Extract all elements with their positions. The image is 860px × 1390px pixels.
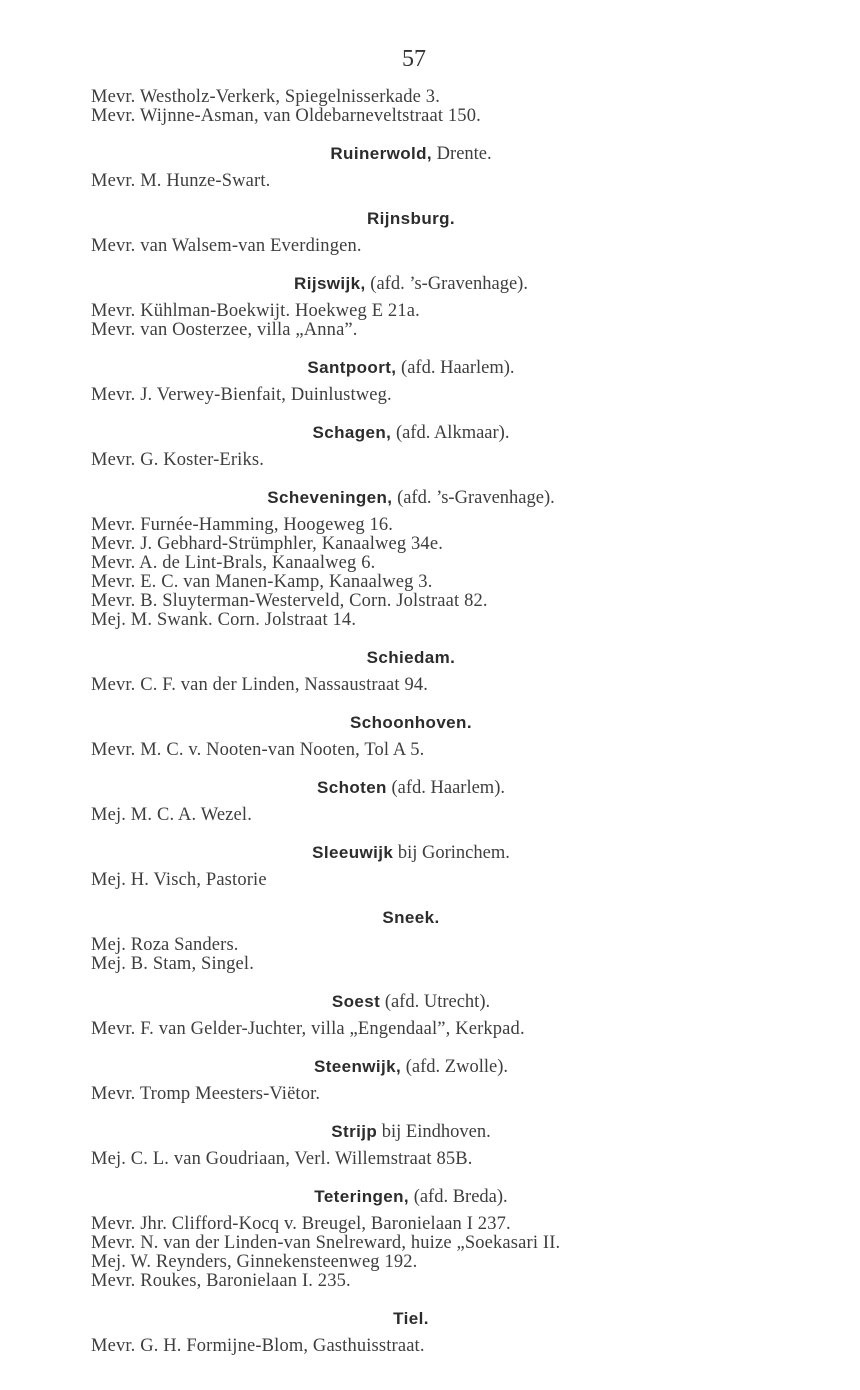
place-name: Schagen, (312, 423, 392, 442)
list-entry: Mevr. F. van Gelder-Juchter, villa „Engendaal”, Kerkpad. (91, 1019, 525, 1039)
section-santpoort (91, 358, 791, 405)
section-heading (91, 358, 731, 378)
list-entry: Mej. M. Swank. Corn. Jolstraat 14. (91, 610, 357, 630)
list-entry: Mevr. G. Koster-Eriks. (91, 450, 264, 470)
list-entry: Mevr. M. C. v. Nooten-van Nooten, Tol A 5. (91, 740, 425, 760)
section-rijnsburg (91, 209, 791, 256)
place-detail: Drente. (432, 144, 492, 164)
section-heading (91, 843, 731, 863)
list-entry: Mevr. N. van der Linden-van Snelreward, huize „Soekasari II. (91, 1233, 561, 1253)
list-entry: Mevr. E. C. van Manen-Kamp, Kanaalweg 3. (91, 572, 433, 592)
page-number: 57 (402, 46, 426, 72)
place-name: Schoten (316, 778, 387, 797)
list-entry: Mevr. Roukes, Baronielaan I. 235. (91, 1271, 351, 1291)
section-heading (91, 648, 731, 668)
section-steenwijk (91, 1057, 791, 1104)
list-entry: Mevr. A. de Lint-Brals, Kanaalweg 6. (91, 553, 376, 573)
list-entry: Mevr. van Walsem-van Everdingen. (91, 236, 362, 256)
place-detail: (afd. Alkmaar). (391, 423, 510, 443)
place-detail: bij Gorinchem. (393, 843, 510, 863)
section-schoonhoven (91, 713, 791, 760)
section-heading (91, 713, 731, 733)
section-strijp (91, 1122, 791, 1169)
list-entry: Mevr. van Oosterzee, villa „Anna”. (91, 320, 358, 340)
section-heading (91, 1187, 731, 1207)
place-detail: (afd. ’s-Gravenhage). (365, 274, 528, 294)
list-entry: Mevr. J. Verwey-Bienfait, Duinlustweg. (91, 385, 392, 405)
section-schiedam (91, 648, 791, 695)
place-name: Schoonhoven. (350, 713, 472, 732)
place-name: Schiedam. (366, 648, 456, 667)
list-entry: Mevr. C. F. van der Linden, Nassaustraat 94. (91, 675, 429, 695)
section-teteringen (91, 1187, 791, 1291)
section-heading (91, 908, 731, 928)
place-detail: (afd. Breda). (409, 1187, 508, 1207)
section-heading (91, 1057, 731, 1077)
section-rijswijk (91, 274, 791, 340)
place-detail: (afd. Haarlem). (396, 358, 515, 378)
place-name: Teteringen, (314, 1187, 410, 1206)
section-heading (91, 992, 731, 1012)
section-heading (91, 274, 731, 294)
place-detail: (afd. Haarlem). (386, 778, 505, 798)
place-detail: (afd. Zwolle). (401, 1057, 508, 1077)
section-schoten (91, 778, 791, 825)
place-name: Ruinerwold, (330, 144, 433, 163)
list-entry: Mevr. J. Gebhard-Strümphler, Kanaalweg 34e. (91, 534, 443, 554)
place-name: Steenwijk, (314, 1057, 402, 1076)
place-detail: (afd. Utrecht). (380, 992, 491, 1012)
section-sneek (91, 908, 791, 974)
list-entry: Mevr. B. Sluyterman-Westerveld, Corn. Jolstraat 82. (91, 591, 488, 611)
place-detail: bij Eindhoven. (377, 1122, 491, 1142)
place-name: Scheveningen, (267, 488, 393, 507)
section-heading (91, 209, 731, 229)
list-entry: Mevr. Jhr. Clifford-Kocq v. Breugel, Baronielaan I 237. (91, 1214, 511, 1234)
intro-entries (91, 88, 791, 126)
place-name: Sleeuwijk (312, 843, 394, 862)
list-entry: Mej. H. Visch, Pastorie (91, 870, 267, 890)
section-heading (91, 1122, 731, 1142)
section-sleeuwijk (91, 843, 791, 890)
section-scheveningen (91, 488, 791, 630)
place-name: Sneek. (382, 908, 440, 927)
place-detail: (afd. ’s-Gravenhage). (392, 488, 555, 508)
list-entry: Mevr. Wijnne-Asman, van Oldebarneveltstraat 150. (91, 106, 481, 126)
place-name: Santpoort, (307, 358, 397, 377)
section-tiel (91, 1309, 791, 1356)
place-name: Rijswijk, (294, 274, 366, 293)
section-heading (91, 488, 731, 508)
list-entry: Mevr. Westholz-Verkerk, Spiegelnisserkade 3. (91, 87, 440, 107)
place-name: Soest (331, 992, 381, 1011)
list-entry: Mevr. Tromp Meesters-Viëtor. (91, 1084, 321, 1104)
list-entry: Mevr. Kühlman-Boekwijt. Hoekweg E 21a. (91, 301, 420, 321)
section-soest (91, 992, 791, 1039)
section-heading (91, 778, 731, 798)
list-entry: Mej. M. C. A. Wezel. (91, 805, 252, 825)
section-ruinerwold (91, 144, 791, 191)
member-list (91, 88, 791, 1356)
list-entry: Mej. B. Stam, Singel. (91, 954, 254, 974)
list-entry: Mevr. Furnée-Hamming, Hoogeweg 16. (91, 515, 394, 535)
section-heading (91, 144, 731, 164)
section-schagen (91, 423, 791, 470)
list-entry: Mej. C. L. van Goudriaan, Verl. Willemstraat 85B. (91, 1149, 473, 1169)
list-entry: Mej. W. Reynders, Ginnekensteenweg 192. (91, 1252, 418, 1272)
place-name: Tiel. (393, 1309, 429, 1328)
section-heading (91, 423, 731, 443)
list-entry: Mevr. M. Hunze-Swart. (91, 171, 271, 191)
list-entry: Mevr. G. H. Formijne-Blom, Gasthuisstraat. (91, 1336, 425, 1356)
section-heading (91, 1309, 731, 1329)
place-name: Strijp (331, 1122, 378, 1141)
list-entry: Mej. Roza Sanders. (91, 935, 239, 955)
place-name: Rijnsburg. (366, 209, 456, 228)
